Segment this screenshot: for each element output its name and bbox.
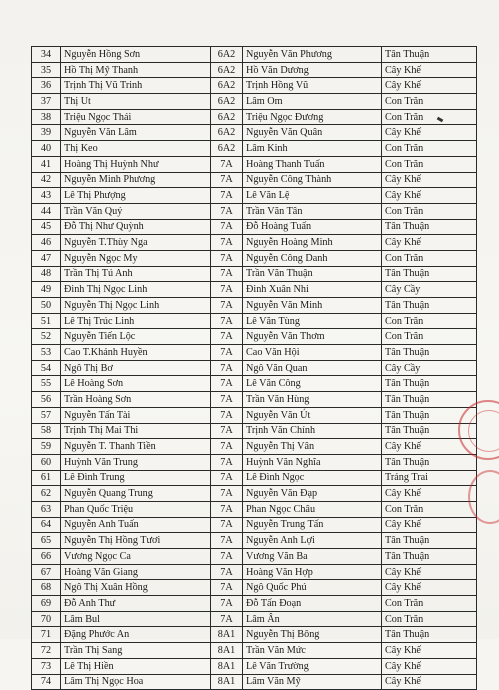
class-code: 7A — [211, 486, 243, 502]
table-row — [32, 313, 477, 329]
area-name: Tân Thuận — [382, 423, 477, 439]
parent-name: Trịnh Hồng Vũ — [243, 78, 382, 94]
student-name: Nguyễn Thị Hồng Tươi — [61, 533, 211, 549]
parent-name: Lê Văn Lệ — [243, 188, 382, 204]
parent-name: Lê Văn Công — [243, 376, 382, 392]
area-name: Cây Khế — [382, 125, 477, 141]
table-row — [32, 658, 477, 674]
table-row — [32, 486, 477, 502]
parent-name: Nguyễn Trung Tấn — [243, 517, 382, 533]
table-row — [32, 517, 477, 533]
row-number: 58 — [32, 423, 61, 439]
parent-name: Trần Văn Thuận — [243, 266, 382, 282]
class-code: 6A2 — [211, 141, 243, 157]
student-name: Trần Hoàng Sơn — [61, 392, 211, 408]
table-row — [32, 627, 477, 643]
area-name: Con Trăn — [382, 329, 477, 345]
parent-name: Lâm Ân — [243, 611, 382, 627]
class-code: 6A2 — [211, 94, 243, 110]
class-code: 7A — [211, 298, 243, 314]
area-name: Con Trăn — [382, 250, 477, 266]
class-code: 7A — [211, 172, 243, 188]
parent-name: Lê Đình Ngọc — [243, 470, 382, 486]
row-number: 38 — [32, 109, 61, 125]
row-number: 52 — [32, 329, 61, 345]
table-row — [32, 345, 477, 361]
table-row — [32, 439, 477, 455]
table-row — [32, 596, 477, 612]
parent-name: Ngô Văn Quan — [243, 360, 382, 376]
area-name: Tân Thuận — [382, 533, 477, 549]
student-name: Nguyễn Minh Phương — [61, 172, 211, 188]
student-name: Triệu Ngọc Thái — [61, 109, 211, 125]
row-number: 67 — [32, 564, 61, 580]
parent-name: Nguyễn Anh Lợi — [243, 533, 382, 549]
row-number: 57 — [32, 407, 61, 423]
parent-name: Nguyễn Công Danh — [243, 250, 382, 266]
table-row — [32, 423, 477, 439]
row-number: 34 — [32, 47, 61, 63]
parent-name: Nguyễn Văn Quân — [243, 125, 382, 141]
area-name: Tân Thuận — [382, 549, 477, 565]
student-name: Hoàng Văn Giang — [61, 564, 211, 580]
row-number: 41 — [32, 156, 61, 172]
class-code: 7A — [211, 250, 243, 266]
class-code: 8A1 — [211, 643, 243, 659]
class-code: 7A — [211, 329, 243, 345]
class-code: 7A — [211, 564, 243, 580]
row-number: 60 — [32, 454, 61, 470]
row-number: 36 — [32, 78, 61, 94]
student-name: Nguyễn Tiến Lộc — [61, 329, 211, 345]
class-code: 6A2 — [211, 47, 243, 63]
parent-name: Đỗ Hoàng Tuấn — [243, 219, 382, 235]
official-seal-inner-ring — [468, 410, 499, 452]
table-row — [32, 580, 477, 596]
area-name: Cây Khế — [382, 78, 477, 94]
class-code: 6A2 — [211, 125, 243, 141]
row-number: 73 — [32, 658, 61, 674]
area-name: Tân Thuận — [382, 407, 477, 423]
student-name: Trần Văn Quý — [61, 203, 211, 219]
parent-name: Trần Văn Tân — [243, 203, 382, 219]
student-name: Nguyễn Ngọc My — [61, 250, 211, 266]
parent-name: Nguyễn Văn Minh — [243, 298, 382, 314]
area-name: Con Trăn — [382, 156, 477, 172]
parent-name: Đỗ Tấn Đoạn — [243, 596, 382, 612]
student-name: Lê Thị Trúc Linh — [61, 313, 211, 329]
table-row — [32, 141, 477, 157]
table-row — [32, 94, 477, 110]
area-name: Con Trăn — [382, 313, 477, 329]
student-name: Nguyễn Văn Lâm — [61, 125, 211, 141]
table-row — [32, 533, 477, 549]
table-row — [32, 62, 477, 78]
area-name: Tân Thuận — [382, 298, 477, 314]
parent-name: Nguyễn Thị Bông — [243, 627, 382, 643]
parent-name: Hoàng Thanh Tuấn — [243, 156, 382, 172]
parent-name: Nguyễn Thị Vân — [243, 439, 382, 455]
table-row — [32, 298, 477, 314]
student-name: Vương Ngọc Ca — [61, 549, 211, 565]
class-code: 7A — [211, 313, 243, 329]
row-number: 40 — [32, 141, 61, 157]
student-name: Trịnh Thị Vũ Trinh — [61, 78, 211, 94]
class-code: 8A1 — [211, 627, 243, 643]
student-name: Cao T.Khánh Huyền — [61, 345, 211, 361]
table-row — [32, 549, 477, 565]
class-code: 7A — [211, 549, 243, 565]
area-name: Tân Thuận — [382, 345, 477, 361]
class-code: 7A — [211, 580, 243, 596]
student-name: Trịnh Thị Mai Thi — [61, 423, 211, 439]
class-code: 7A — [211, 188, 243, 204]
parent-name: Hồ Văn Dương — [243, 62, 382, 78]
parent-name: Lâm Kinh — [243, 141, 382, 157]
class-code: 7A — [211, 345, 243, 361]
area-name: Trảng Trai — [382, 470, 477, 486]
parent-name: Cao Văn Hội — [243, 345, 382, 361]
row-number: 42 — [32, 172, 61, 188]
row-number: 74 — [32, 674, 61, 690]
student-name: Đặng Phước An — [61, 627, 211, 643]
table-row — [32, 78, 477, 94]
row-number: 70 — [32, 611, 61, 627]
student-name: Trần Thị Sang — [61, 643, 211, 659]
roster-body — [32, 47, 477, 690]
student-name: Thị Keo — [61, 141, 211, 157]
class-code: 7A — [211, 501, 243, 517]
row-number: 61 — [32, 470, 61, 486]
row-number: 37 — [32, 94, 61, 110]
row-number: 48 — [32, 266, 61, 282]
student-name: Huỳnh Văn Trung — [61, 454, 211, 470]
row-number: 65 — [32, 533, 61, 549]
row-number: 51 — [32, 313, 61, 329]
class-code: 7A — [211, 266, 243, 282]
parent-name: Trần Văn Mức — [243, 643, 382, 659]
table-row — [32, 470, 477, 486]
class-code: 7A — [211, 423, 243, 439]
student-name: Lê Đình Trung — [61, 470, 211, 486]
area-name: Cây Cầy — [382, 282, 477, 298]
row-number: 56 — [32, 392, 61, 408]
class-code: 8A1 — [211, 658, 243, 674]
row-number: 50 — [32, 298, 61, 314]
parent-name: Lê Văn Trường — [243, 658, 382, 674]
class-code: 7A — [211, 596, 243, 612]
area-name: Tân Thuận — [382, 376, 477, 392]
class-code: 7A — [211, 203, 243, 219]
area-name: Cây Khế — [382, 643, 477, 659]
parent-name: Huỳnh Văn Nghĩa — [243, 454, 382, 470]
row-number: 35 — [32, 62, 61, 78]
parent-name: Phan Ngọc Châu — [243, 501, 382, 517]
area-name: Tân Thuận — [382, 219, 477, 235]
table-row — [32, 219, 477, 235]
class-code: 7A — [211, 156, 243, 172]
student-name: Trần Thị Tú Anh — [61, 266, 211, 282]
table-row — [32, 643, 477, 659]
parent-name: Ngô Quốc Phú — [243, 580, 382, 596]
student-name: Lâm Bul — [61, 611, 211, 627]
area-name: Cây Khế — [382, 580, 477, 596]
student-name: Nguyễn Hồng Sơn — [61, 47, 211, 63]
student-name: Nguyễn Anh Tuấn — [61, 517, 211, 533]
table-row — [32, 47, 477, 63]
class-code: 7A — [211, 219, 243, 235]
table-row — [32, 564, 477, 580]
row-number: 72 — [32, 643, 61, 659]
student-name: Hoàng Thị Huỳnh Như — [61, 156, 211, 172]
area-name: Tân Thuận — [382, 47, 477, 63]
class-code: 7A — [211, 407, 243, 423]
table-row — [32, 203, 477, 219]
student-name: Nguyễn T.Thùy Nga — [61, 235, 211, 251]
table-row — [32, 250, 477, 266]
parent-name: Đinh Xuân Nhi — [243, 282, 382, 298]
area-name: Cây Khế — [382, 658, 477, 674]
area-name: Con Trăn — [382, 501, 477, 517]
area-name: Con Trăn — [382, 94, 477, 110]
table-row — [32, 125, 477, 141]
student-name: Hồ Thị Mỹ Thanh — [61, 62, 211, 78]
student-name: Ngô Thị Bơ — [61, 360, 211, 376]
table-row — [32, 674, 477, 690]
parent-name: Vương Văn Ba — [243, 549, 382, 565]
student-name: Đỗ Anh Thư — [61, 596, 211, 612]
class-code: 7A — [211, 439, 243, 455]
row-number: 55 — [32, 376, 61, 392]
class-code: 7A — [211, 392, 243, 408]
student-name: Thị Ut — [61, 94, 211, 110]
student-name: Lê Thị Hiền — [61, 658, 211, 674]
row-number: 59 — [32, 439, 61, 455]
student-name: Nguyễn Thị Ngọc Linh — [61, 298, 211, 314]
parent-name: Nguyễn Văn Út — [243, 407, 382, 423]
student-name: Nguyễn Tấn Tài — [61, 407, 211, 423]
area-name: Con Trăn — [382, 141, 477, 157]
class-code: 7A — [211, 376, 243, 392]
student-name: Lê Hoàng Sơn — [61, 376, 211, 392]
table-row — [32, 501, 477, 517]
table-row — [32, 454, 477, 470]
class-code: 7A — [211, 517, 243, 533]
class-code: 7A — [211, 235, 243, 251]
row-number: 39 — [32, 125, 61, 141]
area-name: Cây Khế — [382, 439, 477, 455]
area-name: Cây Khế — [382, 517, 477, 533]
row-number: 43 — [32, 188, 61, 204]
row-number: 53 — [32, 345, 61, 361]
student-name: Lê Thị Phượng — [61, 188, 211, 204]
area-name: Cây Khế — [382, 172, 477, 188]
table-row — [32, 329, 477, 345]
parent-name: Nguyễn Văn Phương — [243, 47, 382, 63]
row-number: 66 — [32, 549, 61, 565]
class-code: 6A2 — [211, 78, 243, 94]
table-row — [32, 282, 477, 298]
table-row — [32, 407, 477, 423]
class-code: 6A2 — [211, 109, 243, 125]
parent-name: Nguyễn Hoàng Minh — [243, 235, 382, 251]
student-name: Nguyễn T. Thanh Tiền — [61, 439, 211, 455]
parent-name: Lâm Om — [243, 94, 382, 110]
area-name: Cây Khế — [382, 486, 477, 502]
area-name: Cây Khế — [382, 674, 477, 690]
area-name: Con Trăn — [382, 611, 477, 627]
class-code: 7A — [211, 360, 243, 376]
row-number: 68 — [32, 580, 61, 596]
class-code: 8A1 — [211, 674, 243, 690]
parent-name: Nguyễn Văn Thơm — [243, 329, 382, 345]
row-number: 46 — [32, 235, 61, 251]
class-code: 7A — [211, 282, 243, 298]
table-row — [32, 156, 477, 172]
row-number: 62 — [32, 486, 61, 502]
parent-name: Nguyễn Văn Đạp — [243, 486, 382, 502]
area-name: Con Trăn — [382, 596, 477, 612]
row-number: 44 — [32, 203, 61, 219]
area-name: Cây Khế — [382, 188, 477, 204]
table-row — [32, 611, 477, 627]
parent-name: Trần Văn Hùng — [243, 392, 382, 408]
parent-name: Trịnh Văn Chính — [243, 423, 382, 439]
table-row — [32, 109, 477, 125]
table-row — [32, 188, 477, 204]
area-name: Cây Cầy — [382, 360, 477, 376]
class-code: 7A — [211, 454, 243, 470]
student-name: Ngô Thị Xuân Hồng — [61, 580, 211, 596]
row-number: 64 — [32, 517, 61, 533]
row-number: 45 — [32, 219, 61, 235]
student-name: Nguyễn Quang Trung — [61, 486, 211, 502]
area-name: Tân Thuận — [382, 454, 477, 470]
parent-name: Nguyễn Công Thành — [243, 172, 382, 188]
area-name: Tân Thuận — [382, 266, 477, 282]
area-name: Tân Thuận — [382, 627, 477, 643]
student-name: Lâm Thị Ngọc Hoa — [61, 674, 211, 690]
row-number: 71 — [32, 627, 61, 643]
parent-name: Hoàng Văn Hợp — [243, 564, 382, 580]
table-row — [32, 392, 477, 408]
row-number: 47 — [32, 250, 61, 266]
area-name: Cây Khế — [382, 235, 477, 251]
student-name: Phan Quốc Triệu — [61, 501, 211, 517]
class-code: 7A — [211, 533, 243, 549]
row-number: 69 — [32, 596, 61, 612]
parent-name: Triệu Ngọc Đương — [243, 109, 382, 125]
table-row — [32, 172, 477, 188]
parent-name: Lâm Văn Mỹ — [243, 674, 382, 690]
table-row — [32, 266, 477, 282]
row-number: 63 — [32, 501, 61, 517]
student-name: Đỗ Thị Như Quỳnh — [61, 219, 211, 235]
parent-name: Lê Văn Tùng — [243, 313, 382, 329]
student-roster-table — [31, 46, 477, 690]
class-code: 7A — [211, 611, 243, 627]
table-row — [32, 360, 477, 376]
class-code: 6A2 — [211, 62, 243, 78]
area-name: Tân Thuận — [382, 392, 477, 408]
class-code: 7A — [211, 470, 243, 486]
row-number: 49 — [32, 282, 61, 298]
area-name: Con Trăn — [382, 203, 477, 219]
table-row — [32, 376, 477, 392]
area-name: Cây Khế — [382, 62, 477, 78]
area-name: Cây Khế — [382, 564, 477, 580]
area-name: Con Trăn — [382, 109, 477, 125]
student-name: Đinh Thị Ngọc Linh — [61, 282, 211, 298]
table-row — [32, 235, 477, 251]
row-number: 54 — [32, 360, 61, 376]
